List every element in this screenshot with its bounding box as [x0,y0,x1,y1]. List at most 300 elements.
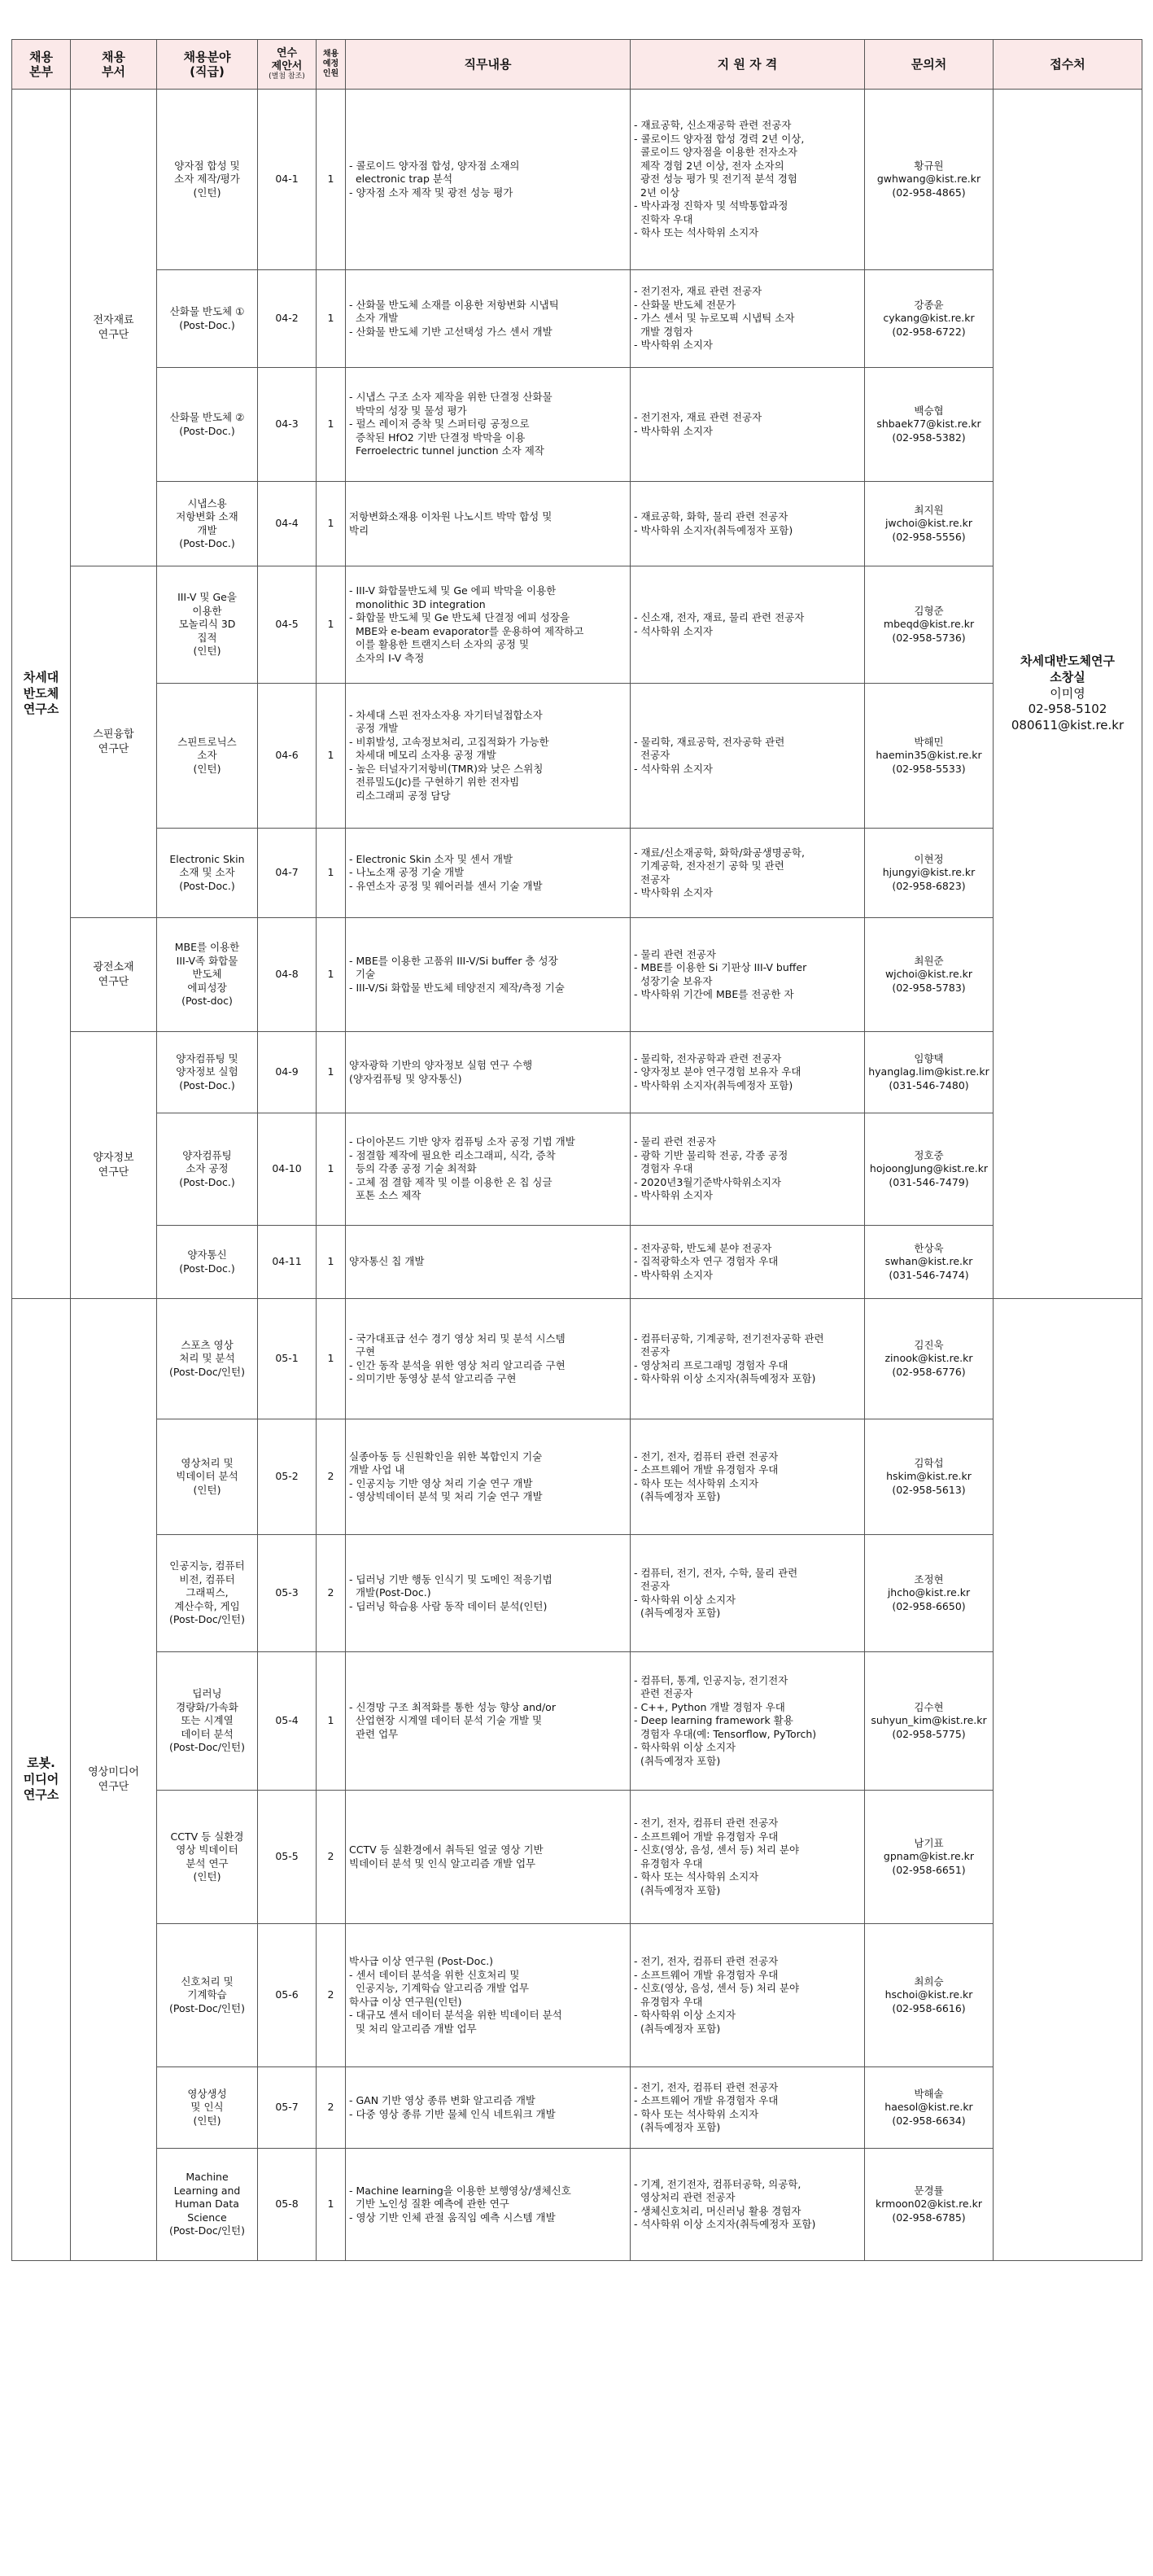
contact-name: 황규원 [914,159,944,172]
duty-line: CCTV 등 실환경에서 취득된 얼굴 영상 기반 [349,1843,544,1856]
proposal-number-cell: 04-4 [258,482,317,566]
duty-line: - 센서 데이터 분석을 위한 신호처리 및 [349,1968,520,1981]
qualification-cell [631,1924,865,2067]
qualification-line: 제작 경험 2년 이상, 전자 소자의 [634,159,784,172]
qualification-line: - 물리학, 재료공학, 전자공학 관련 [634,735,785,748]
duty-cell [346,1791,631,1924]
duty-line: 박사급 이상 연구원 (Post-Doc.) [349,1955,494,1967]
contact-email: haemin35@kist.re.kr [876,749,982,762]
contact-email: jhcho@kist.re.kr [887,1586,971,1599]
duty-cell [346,918,631,1032]
contact-cell [865,918,994,1032]
duty-line: - 유연소자 공정 및 웨어러블 센서 기술 개발 [349,879,543,892]
proposal-number-cell: 05-5 [258,1791,317,1924]
proposal-number-cell: 05-7 [258,2067,317,2149]
contact-cell [865,90,994,270]
qualification-line: 유경험자 우대 [634,1995,703,2008]
contact-cell [865,1113,994,1226]
duty-line: - 비휘발성, 고속정보처리, 고집적화가 가능한 [349,735,549,748]
contact-email: hschoi@kist.re.kr [884,1988,973,2001]
table-row [12,1032,1142,1113]
department-cell: 스핀융합 연구단 [71,566,157,918]
duty-line: - 인공지능 기반 영상 처리 기술 연구 개발 [349,1476,533,1489]
contact-email: jwchoi@kist.re.kr [884,517,973,530]
field-cell: 양자통신 (Post-Doc.) [157,1226,258,1299]
contact-cell [865,1535,994,1652]
duty-line: - 시냅스 구조 소자 제작을 위한 단결정 산화물 [349,391,552,404]
qualification-line: - 광학 기반 물리학 전공, 각종 공정 [634,1148,788,1161]
contact-email: hojoongJung@kist.re.kr [869,1162,989,1175]
table-row [12,1113,1142,1226]
contact-name: 김진욱 [914,1338,944,1351]
duty-line: - 신경망 구조 최적화를 통한 성능 향상 and/or [349,1700,556,1713]
field-cell: 산화물 반도체 ① (Post-Doc.) [157,270,258,368]
hire-count-cell: 1 [317,1226,346,1299]
duty-line: - 콜로이드 양자점 합성, 양자점 소재의 [349,159,520,172]
contact-email: krmoon02@kist.re.kr [876,2198,982,2211]
duty-line: - 산화물 반도체 소재를 이용한 저항변화 시냅틱 [349,298,559,311]
table-row [12,368,1142,482]
duty-cell [346,1226,631,1299]
qualification-line: - 영상처리 프로그래밍 경험자 우대 [634,1358,788,1371]
duty-line: - 화합물 반도체 및 Ge 반도체 단결정 에피 성장을 [349,611,570,623]
contact-name: 정호중 [914,1148,944,1161]
hire-count-cell: 1 [317,918,346,1032]
qualification-line: - 2020년3월기준박사학위소지자 [634,1175,782,1188]
contact-email: shbaek77@kist.re.kr [876,418,981,431]
qualification-line: - 소프트웨어 개발 유경험자 우대 [634,1830,779,1843]
qualification-line: (취득예정자 포함) [634,2022,721,2035]
table-row [12,1535,1142,1652]
proposal-number-cell: 04-6 [258,684,317,829]
duty-cell [346,1113,631,1226]
table-row [12,1924,1142,2067]
qualification-line: - 산화물 반도체 전문가 [634,298,736,311]
contact-cell [865,1791,994,1924]
contact-phone: (02-958-6650) [892,1599,966,1612]
qualification-line: - 박사학위 소지자(취득예정자 포함) [634,1078,793,1091]
field-cell: III-V 및 Ge을 이용한 모놀리식 3D 집적 (인턴) [157,566,258,684]
qualification-line: - 소프트웨어 개발 유경험자 우대 [634,1968,779,1981]
duty-line: 이를 활용한 트랜지스터 소자의 공정 및 [349,638,530,650]
hire-count-cell: 2 [317,1791,346,1924]
contact-name: 조정현 [914,1572,944,1585]
qualification-cell [631,90,865,270]
proposal-number-cell: 04-3 [258,368,317,482]
hire-count-cell: 2 [317,1924,346,2067]
contact-cell [865,1652,994,1791]
hire-count-cell: 1 [317,270,346,368]
qualification-line: - 전기전자, 재료 관련 전공자 [634,285,762,298]
qualification-cell [631,1652,865,1791]
contact-name: 문경률 [914,2184,944,2197]
qualification-line: - MBE를 이용한 Si 기판상 III-V buffer [634,961,807,973]
duty-line: electronic trap 분석 [349,173,453,186]
qualification-line: - 학사 또는 석사학위 소지자 [634,2107,759,2120]
proposal-number-cell: 04-5 [258,566,317,684]
duty-line: 및 처리 알고리즘 개발 업무 [349,2022,477,2035]
table-row [12,270,1142,368]
qualification-line: - 전기, 전자, 컴퓨터 관련 전공자 [634,1450,779,1463]
qualification-line: 진학자 우대 [634,212,693,225]
qualification-line: - 물리 관련 전공자 [634,1135,716,1148]
contact-phone: (02-958-5783) [892,981,966,994]
proposal-number-cell: 04-9 [258,1032,317,1113]
contact-email: wjchoi@kist.re.kr [884,968,973,981]
qualification-line: - 박사학위 소지자 [634,886,713,899]
duty-line: 리소그래피 공정 담당 [349,789,451,802]
qualification-line: - 석사학위 소지자 [634,762,713,775]
duty-line: 차세대 메모리 소자용 공정 개발 [349,749,496,762]
duty-line: 공정 개발 [349,722,399,735]
duty-line: - 고체 점 결함 제작 및 이를 이용한 온 칩 싱글 [349,1175,552,1188]
field-cell: 산화물 반도체 ② (Post-Doc.) [157,368,258,482]
hire-count-cell: 2 [317,1419,346,1535]
duty-line: 기반 노인성 질환 예측에 관한 연구 [349,2198,509,2211]
hire-count-cell: 1 [317,1652,346,1791]
duty-line: 관련 업무 [349,1727,399,1740]
qualification-line: - 재료공학, 신소재공학 관련 전공자 [634,119,792,132]
contact-cell [865,829,994,918]
department-cell: 광전소재 연구단 [71,918,157,1032]
header-accept: 접수처 [994,40,1142,90]
qualification-cell [631,684,865,829]
duty-line: - 산화물 반도체 기반 고선택성 가스 센서 개발 [349,325,552,338]
duty-line: 박막의 성장 및 물성 평가 [349,404,467,417]
proposal-number-cell: 04-7 [258,829,317,918]
accept-cell [994,90,1142,1299]
header-field: 채용분야 (직급) [157,40,258,90]
duty-line: (양자컴퓨팅 및 양자통신) [349,1072,462,1085]
header-number: 연수 제안서 (별첨 참조) [258,40,317,90]
qualification-cell [631,270,865,368]
qualification-line: (취득예정자 포함) [634,1607,721,1619]
qualification-cell [631,368,865,482]
qualification-line: - 신호(영상, 음성, 센서 등) 처리 분야 [634,1982,800,1994]
header-duty: 직무내용 [346,40,631,90]
contact-phone: (02-958-5533) [892,762,966,775]
duty-line: - 딥러닝 기반 행동 인식기 및 도메인 적응기법 [349,1572,552,1585]
proposal-number-cell: 04-8 [258,918,317,1032]
accept-line: 차세대반도체연구 [1020,654,1115,668]
qualification-cell [631,1032,865,1113]
field-cell: 인공지능, 컴퓨터 비전, 컴퓨터 그래픽스, 계산수학, 게임 (Post-Doc/인턴) [157,1535,258,1652]
duty-line: - 영상빅데이터 분석 및 처리 기술 연구 개발 [349,1490,543,1502]
contact-email: gwhwang@kist.re.kr [876,173,981,186]
duty-cell [346,1535,631,1652]
field-cell: 시냅스용 저항변화 소재 개발 (Post-Doc.) [157,482,258,566]
field-cell: 딥러닝 경량화/가속화 또는 시계열 데이터 분석 (Post-Doc/인턴) [157,1652,258,1791]
qualification-line: - 전기, 전자, 컴퓨터 관련 전공자 [634,1955,779,1967]
contact-name: 박해솔 [914,2087,944,2100]
qualification-line: - 컴퓨터, 통계, 인공지능, 전기전자 [634,1673,788,1686]
qualification-line: - 박사학위 소지자 [634,1268,713,1281]
qualification-cell [631,482,865,566]
qualification-line: - C++, Python 개발 경험자 우대 [634,1700,785,1713]
duty-line: - 인간 동작 분석을 위한 영상 처리 알고리즘 구현 [349,1358,566,1371]
duty-line: 전류밀도(Jc)를 구현하기 위한 전자빔 [349,776,520,789]
header-row [12,40,1142,90]
hire-count-cell: 1 [317,1113,346,1226]
contact-name: 강종윤 [914,298,944,311]
qualification-cell [631,1113,865,1226]
qualification-line: - 컴퓨터, 전기, 전자, 수학, 물리 관련 [634,1566,798,1579]
field-cell: 양자컴퓨팅 및 양자정보 실험 (Post-Doc.) [157,1032,258,1113]
contact-phone: (02-958-4865) [892,186,966,199]
table-row [12,482,1142,566]
qualification-cell [631,1419,865,1535]
qualification-line: - 컴퓨터공학, 기계공학, 전기전자공학 관련 [634,1332,824,1345]
field-cell: 스포츠 영상 처리 및 분석 (Post-Doc/인턴) [157,1299,258,1419]
contact-phone: (02-958-5775) [892,1727,966,1740]
qualification-line: 전공자 [634,1345,670,1358]
duty-line: - Electronic Skin 소자 및 센서 개발 [349,852,513,865]
qualification-line: - 학사 또는 석사학위 소지자 [634,1870,759,1883]
header-count: 채용 예정 인원 [317,40,346,90]
duty-line: - 다중 영상 종류 기반 물체 인식 네트워크 개발 [349,2107,556,2120]
qualification-line: 전공자 [634,873,670,886]
contact-phone: (031-546-7480) [889,1078,969,1091]
proposal-number-cell: 05-1 [258,1299,317,1419]
contact-email: zinook@kist.re.kr [884,1352,973,1365]
duty-line: 소자 개발 [349,312,399,325]
hire-count-cell: 1 [317,368,346,482]
accept-line: 이미영 [1050,685,1085,701]
proposal-number-cell: 04-10 [258,1113,317,1226]
qualification-cell [631,1791,865,1924]
contact-phone: (02-958-6785) [892,2211,966,2224]
table-row [12,1791,1142,1924]
contact-name: 최희승 [914,1975,944,1988]
header-contact: 문의처 [865,40,994,90]
qualification-line: - 학사학위 이상 소지자 [634,2009,736,2021]
qualification-line: 개발 경험자 [634,325,693,338]
contact-phone: (02-958-5736) [892,631,966,644]
accept-line: 080611@kist.re.kr [1011,718,1125,733]
contact-phone: (02-958-6634) [892,2114,966,2127]
table-row [12,829,1142,918]
qualification-line: - 기계, 전기전자, 컴퓨터공학, 의공학, [634,2177,801,2190]
contact-email: mbeqd@kist.re.kr [883,618,975,631]
contact-phone: (02-958-6651) [892,1863,966,1876]
duty-line: - 의미기반 동영상 분석 알고리즘 구현 [349,1372,517,1384]
qualification-line: - 학사학위 이상 소지자 [634,1593,736,1606]
qualification-line: - 집적광학소자 연구 경험자 우대 [634,1255,779,1268]
accept-line: 02-958-5102 [1028,702,1107,717]
hire-count-cell: 1 [317,2149,346,2261]
qualification-line: - 석사학위 이상 소지자(취득예정자 포함) [634,2218,816,2230]
department-cell: 영상미디어 연구단 [71,1299,157,2261]
contact-phone: (031-546-7479) [889,1175,969,1188]
qualification-line: - 물리학, 전자공학과 관련 전공자 [634,1052,782,1065]
qualification-line: - 학사 또는 석사학위 소지자 [634,1476,759,1489]
contact-cell [865,1032,994,1113]
qualification-line: - 전자공학, 반도체 분야 전공자 [634,1241,772,1254]
qualification-line: - 학사학위 이상 소지자 [634,1741,736,1754]
duty-line: - 점결함 제작에 필요한 리소그래피, 식각, 증착 [349,1148,556,1161]
duty-cell [346,2067,631,2149]
duty-cell [346,270,631,368]
proposal-number-cell: 05-8 [258,2149,317,2261]
duty-line: 포톤 소스 제작 [349,1189,421,1202]
qualification-cell [631,918,865,1032]
contact-email: hskim@kist.re.kr [886,1470,972,1483]
qualification-line: (취득예정자 포함) [634,2121,721,2133]
table-row [12,1419,1142,1535]
qualification-line: - 가스 센서 및 뉴로모픽 시냅틱 소자 [634,312,795,325]
field-cell: 영상생성 및 인식 (인턴) [157,2067,258,2149]
contact-phone: (02-958-6776) [892,1365,966,1378]
contact-name: 이현정 [914,852,944,865]
contact-email: haesol@kist.re.kr [884,2101,973,2114]
field-cell: Electronic Skin 소재 및 소자 (Post-Doc.) [157,829,258,918]
contact-name: 최원준 [914,954,944,967]
qualification-cell [631,1226,865,1299]
duty-line: - 높은 터널자기저항비(TMR)와 낮은 스위칭 [349,762,544,775]
hire-count-cell: 2 [317,1535,346,1652]
contact-name: 남기표 [914,1836,944,1849]
duty-cell [346,368,631,482]
field-cell: 스핀트로닉스 소자 (인턴) [157,684,258,829]
contact-cell [865,2067,994,2149]
contact-name: 김형준 [914,604,944,617]
qualification-line: - 전기, 전자, 컴퓨터 관련 전공자 [634,1817,779,1829]
qualification-line: - 박사학위 소지자 [634,1189,713,1202]
field-cell: Machine Learning and Human Data Science (Post-Doc/인턴) [157,2149,258,2261]
duty-line: 실종아동 등 신원확인을 위한 복합인지 기술 [349,1450,543,1463]
qualification-cell [631,566,865,684]
duty-line: 개발(Post-Doc.) [349,1586,431,1599]
duty-line: - 펄스 레이저 증착 및 스퍼터링 공정으로 [349,418,530,431]
qualification-line: - 양자정보 분야 연구경험 보유자 우대 [634,1065,801,1078]
duty-line: 저항변화소재용 이차원 나노시트 박막 합성 및 [349,510,552,523]
qualification-line: - 물리 관련 전공자 [634,947,716,960]
proposal-number-cell: 05-4 [258,1652,317,1791]
qualification-line: 경험자 우대 [634,1162,693,1175]
qualification-line: 전공자 [634,749,670,762]
qualification-line: 경험자 우대(예: Tensorflow, PyTorch) [634,1727,817,1740]
qualification-line: - 전기전자, 재료 관련 전공자 [634,411,762,423]
duty-cell [346,1419,631,1535]
qualification-line: 성장기술 보유자 [634,974,713,987]
duty-cell [346,1652,631,1791]
qualification-line: - 신호(영상, 음성, 센서 등) 처리 분야 [634,1843,800,1856]
contact-email: hyanglag.lim@kist.re.kr [868,1065,989,1078]
duty-line: - 양자점 소자 제작 및 광전 성능 평가 [349,186,513,199]
qualification-line: - 소프트웨어 개발 유경험자 우대 [634,1463,779,1476]
table-row [12,2067,1142,2149]
field-cell: CCTV 등 실환경 영상 빅데이터 분석 연구 (인턴) [157,1791,258,1924]
qualification-line: 전공자 [634,1580,670,1592]
duty-line: 등의 각종 공정 기술 최적화 [349,1162,477,1175]
qualification-line: - 신소재, 전자, 재료, 물리 관련 전공자 [634,611,805,623]
proposal-number-cell: 04-2 [258,270,317,368]
duty-line: Ferroelectric tunnel junction 소자 제작 [349,444,544,457]
duty-cell [346,829,631,918]
contact-phone: (031-546-7474) [889,1268,969,1281]
duty-cell [346,1924,631,2067]
qualification-line: - 학사학위 이상 소지자(취득예정자 포함) [634,1372,816,1384]
field-cell: 신호처리 및 기계학습 (Post-Doc/인턴) [157,1924,258,2067]
qualification-line: - 박사과정 진학자 및 석박통합과정 [634,199,788,212]
qualification-cell [631,2149,865,2261]
qualification-line: 영상처리 관련 전공자 [634,2191,736,2203]
qualification-line: - 박사학위 소지자(취득예정자 포함) [634,523,793,536]
contact-name: 한상욱 [914,1241,944,1254]
contact-cell [865,1226,994,1299]
qualification-line: 유경험자 우대 [634,1857,703,1870]
division-cell: 차세대 반도체 연구소 [12,90,71,1299]
duty-line: - 다이아몬드 기반 양자 컴퓨팅 소자 공정 기법 개발 [349,1135,575,1148]
duty-cell [346,1299,631,1419]
qualification-line: (취득예정자 포함) [634,1490,721,1502]
table-row [12,90,1142,270]
proposal-number-cell: 05-3 [258,1535,317,1652]
table-row [12,1226,1142,1299]
contact-cell [865,270,994,368]
contact-name: 박해민 [914,735,944,748]
division-cell: 로봇. 미디어 연구소 [12,1299,71,2261]
duty-line: 학사급 이상 연구원(인턴) [349,1995,462,2008]
hire-count-cell: 1 [317,90,346,270]
proposal-number-cell: 05-6 [258,1924,317,2067]
duty-line: 양자통신 칩 개발 [349,1255,425,1268]
hire-count-cell: 2 [317,2067,346,2149]
hire-count-cell: 1 [317,1032,346,1113]
hire-count-cell: 1 [317,1299,346,1419]
duty-cell [346,1032,631,1113]
duty-line: 박리 [349,523,369,536]
duty-line: 증착된 HfO2 기반 단결정 박막을 이용 [349,431,526,444]
department-cell: 전자재료 연구단 [71,90,157,566]
qualification-cell [631,829,865,918]
accept-line: 소창실 [1050,669,1085,684]
contact-phone: (02-958-6722) [892,325,966,338]
duty-line: monolithic 3D integration [349,597,486,610]
duty-line: 개발 사업 내 [349,1463,405,1476]
duty-cell [346,2149,631,2261]
contact-cell [865,1419,994,1535]
contact-cell [865,1924,994,2067]
contact-email: cykang@kist.re.kr [883,312,975,325]
duty-cell [346,566,631,684]
duty-line: 기술 [349,968,376,981]
duty-cell [346,90,631,270]
qualification-line: 콜로이드 양자점을 이용한 전자소자 [634,146,797,159]
table-row [12,566,1142,684]
duty-line: - 딥러닝 학습용 사람 동작 데이터 분석(인턴) [349,1599,548,1612]
field-cell: MBE를 이용한 III-V족 화합물 반도체 에피성장 (Post-doc) [157,918,258,1032]
field-cell: 영상처리 및 빅데이터 분석 (인턴) [157,1419,258,1535]
field-cell: 양자점 합성 및 소자 제작/평가 (인턴) [157,90,258,270]
table-row [12,918,1142,1032]
contact-cell [865,1299,994,1419]
duty-line: - MBE를 이용한 고품위 III-V/Si buffer 층 성장 [349,954,558,967]
header-number-sub: (별첨 참조) [269,72,305,81]
qualification-line: - 박사학위 소지자 [634,424,713,437]
table-row [12,684,1142,829]
department-cell: 양자정보 연구단 [71,1032,157,1299]
contact-email: hjungyi@kist.re.kr [882,866,976,879]
proposal-number-cell: 04-1 [258,90,317,270]
proposal-number-cell: 05-2 [258,1419,317,1535]
contact-phone: (02-958-5382) [892,431,966,444]
contact-phone: (02-958-5613) [892,1483,966,1496]
contact-name: 백승협 [914,404,944,417]
header-division: 채용 본부 [12,40,71,90]
contact-cell [865,368,994,482]
duty-line: MBE와 e-beam evaporator를 운용하여 제작하고 [349,624,584,637]
